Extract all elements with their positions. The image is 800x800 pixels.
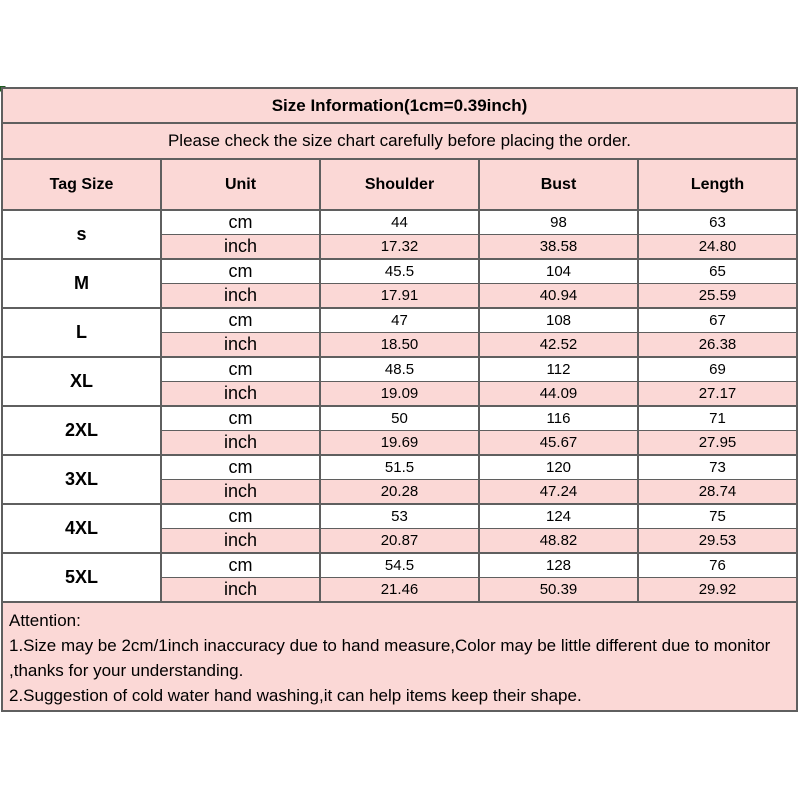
unit-cell: inch xyxy=(161,529,320,554)
table-row-l-cm xyxy=(2,308,797,333)
attention-row xyxy=(2,602,797,711)
column-header-unit: Unit xyxy=(161,159,320,210)
unit-cell: inch xyxy=(161,235,320,260)
bust-value: 44.09 xyxy=(479,382,638,407)
table-title: Size Information(1cm=0.39inch) xyxy=(2,88,797,123)
unit-cell: inch xyxy=(161,382,320,407)
shoulder-value: 53 xyxy=(320,504,479,529)
tag-size-cell: XL xyxy=(2,357,161,406)
shoulder-value: 47 xyxy=(320,308,479,333)
shoulder-value: 20.87 xyxy=(320,529,479,554)
bust-value: 47.24 xyxy=(479,480,638,505)
length-value: 67 xyxy=(638,308,797,333)
bust-value: 45.67 xyxy=(479,431,638,456)
tag-size-cell: 3XL xyxy=(2,455,161,504)
tag-size-cell: 4XL xyxy=(2,504,161,553)
attention-line: 2.Suggestion of cold water hand washing,it can help items keep their shape. xyxy=(9,686,582,705)
unit-cell: cm xyxy=(161,259,320,284)
unit-cell: cm xyxy=(161,553,320,578)
tag-size-cell: M xyxy=(2,259,161,308)
table-subtitle: Please check the size chart carefully before placing the order. xyxy=(2,123,797,159)
unit-cell: inch xyxy=(161,333,320,358)
shoulder-value: 18.50 xyxy=(320,333,479,358)
tag-size-cell: 5XL xyxy=(2,553,161,602)
bust-value: 108 xyxy=(479,308,638,333)
length-value: 27.17 xyxy=(638,382,797,407)
table-row-xl-cm xyxy=(2,357,797,382)
table-row-3xl-cm xyxy=(2,455,797,480)
unit-cell: inch xyxy=(161,480,320,505)
column-header-tag-size: Tag Size xyxy=(2,159,161,210)
shoulder-value: 17.32 xyxy=(320,235,479,260)
unit-cell: inch xyxy=(161,578,320,603)
bust-value: 38.58 xyxy=(479,235,638,260)
shoulder-value: 51.5 xyxy=(320,455,479,480)
unit-cell: cm xyxy=(161,504,320,529)
unit-cell: cm xyxy=(161,210,320,235)
column-header-row xyxy=(2,159,797,210)
length-value: 29.53 xyxy=(638,529,797,554)
bust-value: 116 xyxy=(479,406,638,431)
bust-value: 124 xyxy=(479,504,638,529)
bust-value: 42.52 xyxy=(479,333,638,358)
length-value: 75 xyxy=(638,504,797,529)
bust-value: 98 xyxy=(479,210,638,235)
unit-cell: inch xyxy=(161,284,320,309)
shoulder-value: 48.5 xyxy=(320,357,479,382)
unit-cell: inch xyxy=(161,431,320,456)
length-value: 26.38 xyxy=(638,333,797,358)
length-value: 71 xyxy=(638,406,797,431)
bust-value: 104 xyxy=(479,259,638,284)
length-value: 24.80 xyxy=(638,235,797,260)
table-row-4xl-cm xyxy=(2,504,797,529)
length-value: 28.74 xyxy=(638,480,797,505)
length-value: 29.92 xyxy=(638,578,797,603)
length-value: 27.95 xyxy=(638,431,797,456)
unit-cell: cm xyxy=(161,357,320,382)
tag-size-cell: s xyxy=(2,210,161,259)
shoulder-value: 20.28 xyxy=(320,480,479,505)
shoulder-value: 19.69 xyxy=(320,431,479,456)
length-value: 73 xyxy=(638,455,797,480)
bust-value: 120 xyxy=(479,455,638,480)
unit-cell: cm xyxy=(161,406,320,431)
attention-line: 1.Size may be 2cm/1inch inaccuracy due to hand measure,Color may be little different due to monitor xyxy=(9,636,771,655)
attention-heading: Attention: xyxy=(9,611,81,630)
shoulder-value: 21.46 xyxy=(320,578,479,603)
title-row xyxy=(2,88,797,123)
tag-size-cell: L xyxy=(2,308,161,357)
table-row-m-cm xyxy=(2,259,797,284)
shoulder-value: 50 xyxy=(320,406,479,431)
shoulder-value: 45.5 xyxy=(320,259,479,284)
size-table xyxy=(1,87,798,712)
length-value: 25.59 xyxy=(638,284,797,309)
column-header-bust: Bust xyxy=(479,159,638,210)
table-row-s-cm xyxy=(2,210,797,235)
length-value: 63 xyxy=(638,210,797,235)
column-header-shoulder: Shoulder xyxy=(320,159,479,210)
attention-notes xyxy=(2,602,797,711)
size-chart xyxy=(1,87,798,712)
bust-value: 112 xyxy=(479,357,638,382)
bust-value: 48.82 xyxy=(479,529,638,554)
table-row-5xl-cm xyxy=(2,553,797,578)
length-value: 69 xyxy=(638,357,797,382)
attention-line: ,thanks for your understanding. xyxy=(9,661,244,680)
unit-cell: cm xyxy=(161,308,320,333)
shoulder-value: 17.91 xyxy=(320,284,479,309)
bust-value: 40.94 xyxy=(479,284,638,309)
bust-value: 50.39 xyxy=(479,578,638,603)
tag-size-cell: 2XL xyxy=(2,406,161,455)
bust-value: 128 xyxy=(479,553,638,578)
length-value: 76 xyxy=(638,553,797,578)
unit-cell: cm xyxy=(161,455,320,480)
shoulder-value: 54.5 xyxy=(320,553,479,578)
length-value: 65 xyxy=(638,259,797,284)
shoulder-value: 19.09 xyxy=(320,382,479,407)
column-header-length: Length xyxy=(638,159,797,210)
subtitle-row xyxy=(2,123,797,159)
table-row-2xl-cm xyxy=(2,406,797,431)
shoulder-value: 44 xyxy=(320,210,479,235)
